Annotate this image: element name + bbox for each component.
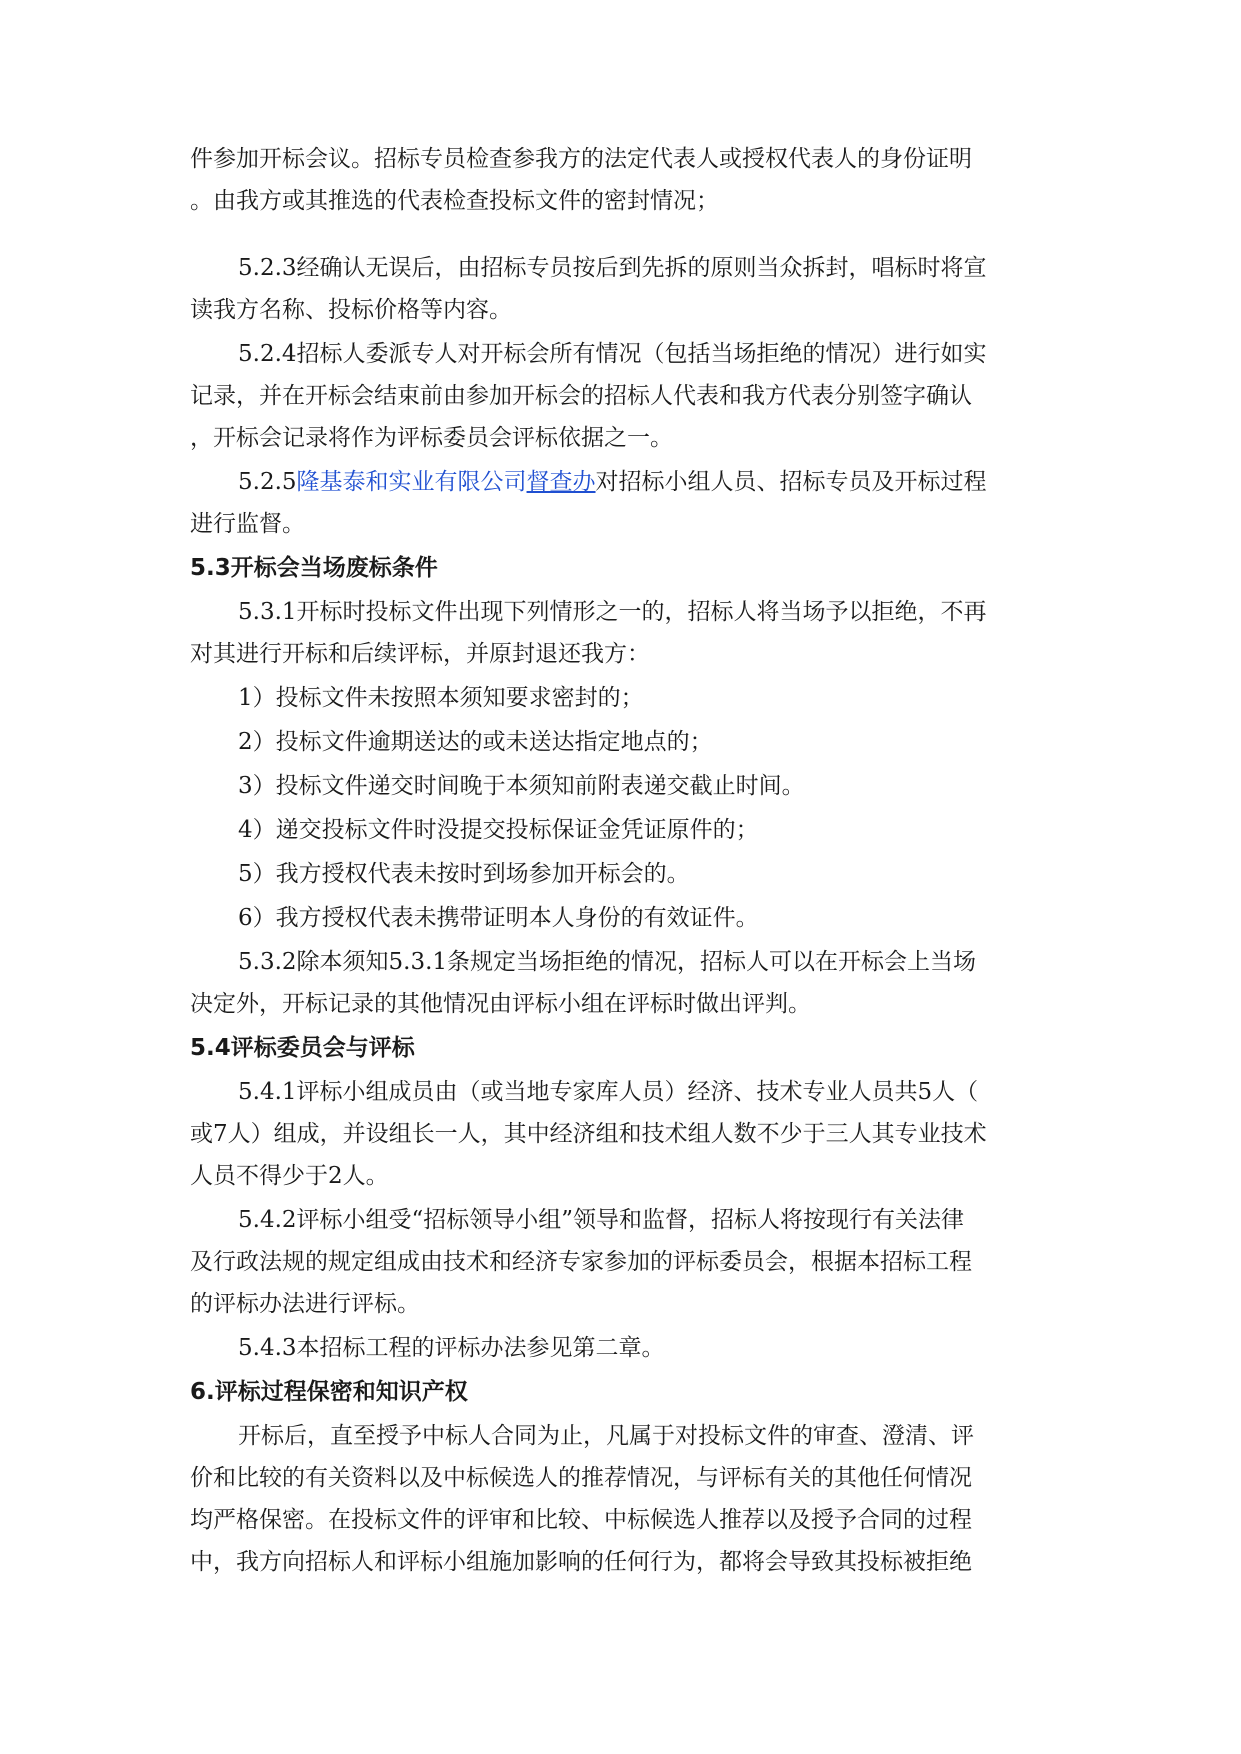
clause-5-3-1: 5.3.1开标时投标文件出现下列情形之一的，招标人将当场予以拒绝，不再 <box>238 599 987 625</box>
section-heading-6: 6.评标过程保密和知识产权 <box>190 1379 468 1405</box>
clause-5-2-5-text: 对招标小组人员、招标专员及开标过程 <box>595 469 987 495</box>
paragraph-line: 记录，并在开标会结束前由参加开标会的招标人代表和我方代表分别签字确认 <box>190 383 972 409</box>
clause-5-4-3: 5.4.3本招标工程的评标办法参见第二章。 <box>238 1335 665 1361</box>
paragraph-line: 均严格保密。在投标文件的评审和比较、中标候选人推荐以及授予合同的过程 <box>190 1507 972 1533</box>
paragraph-line: 进行监督。 <box>190 511 305 537</box>
paragraph-line: 及行政法规的规定组成由技术和经济专家参加的评标委员会，根据本招标工程 <box>190 1249 972 1275</box>
clause-5-2-3: 5.2.3经确认无误后，由招标专员按后到先拆的原则当众拆封，唱标时将宣 <box>238 255 987 281</box>
paragraph-line: 件参加开标会议。招标专员检查参我方的法定代表人或授权代表人的身份证明 <box>190 146 972 172</box>
paragraph-line: 的评标办法进行评标。 <box>190 1291 420 1317</box>
clause-5-4-2: 5.4.2评标小组受“招标领导小组”领导和监督，招标人将按现行有关法律 <box>238 1207 965 1233</box>
list-item: 3）投标文件递交时间晚于本须知前附表递交截止时间。 <box>238 773 805 799</box>
paragraph-line: 人员不得少于2人。 <box>190 1163 389 1189</box>
list-item: 2）投标文件逾期送达的或未送达指定地点的； <box>238 729 713 755</box>
clause-5-2-5 <box>238 467 1070 497</box>
list-item: 5）我方授权代表未按时到场参加开标会的。 <box>238 861 690 887</box>
paragraph-line: 。由我方或其推选的代表检查投标文件的密封情况； <box>190 188 719 214</box>
section-heading-5-4: 5.4评标委员会与评标 <box>190 1035 415 1061</box>
paragraph-line: 开标后，直至授予中标人合同为止，凡属于对投标文件的审查、澄清、评 <box>238 1423 974 1449</box>
paragraph-line: ，开标会记录将作为评标委员会评标依据之一。 <box>190 425 673 451</box>
list-item: 6）我方授权代表未携带证明本人身份的有效证件。 <box>238 905 759 931</box>
company-link[interactable]: 隆基泰和实业有限公司 <box>296 469 527 495</box>
paragraph-line: 对其进行开标和后续评标，并原封退还我方： <box>190 641 650 667</box>
paragraph-line: 读我方名称、投标价格等内容。 <box>190 297 512 323</box>
clause-5-2-5-number: 5.2.5 <box>238 469 297 495</box>
paragraph-line: 价和比较的有关资料以及中标候选人的推荐情况，与评标有关的其他任何情况 <box>190 1465 972 1491</box>
paragraph-line: 中，我方向招标人和评标小组施加影响的任何行为，都将会导致其投标被拒绝 <box>190 1549 972 1575</box>
paragraph-line: 或7人）组成，并设组长一人，其中经济组和技术组人数不少于三人其专业技术 <box>190 1121 987 1147</box>
clause-5-2-4: 5.2.4招标人委派专人对开标会所有情况（包括当场拒绝的情况）进行如实 <box>238 341 987 367</box>
clause-5-3-2: 5.3.2除本须知5.3.1条规定当场拒绝的情况，招标人可以在开标会上当场 <box>238 949 977 975</box>
list-item: 4）递交投标文件时没提交投标保证金凭证原件的； <box>238 817 759 843</box>
list-item: 1）投标文件未按照本须知要求密封的； <box>238 685 644 711</box>
paragraph-line: 决定外，开标记录的其他情况由评标小组在评标时做出评判。 <box>190 991 811 1017</box>
clause-5-4-1: 5.4.1评标小组成员由（或当地专家库人员）经济、技术专业人员共5人（ <box>238 1079 979 1105</box>
section-heading-5-3: 5.3开标会当场废标条件 <box>190 555 438 581</box>
inspection-office-link[interactable]: 督查办 <box>526 469 596 495</box>
